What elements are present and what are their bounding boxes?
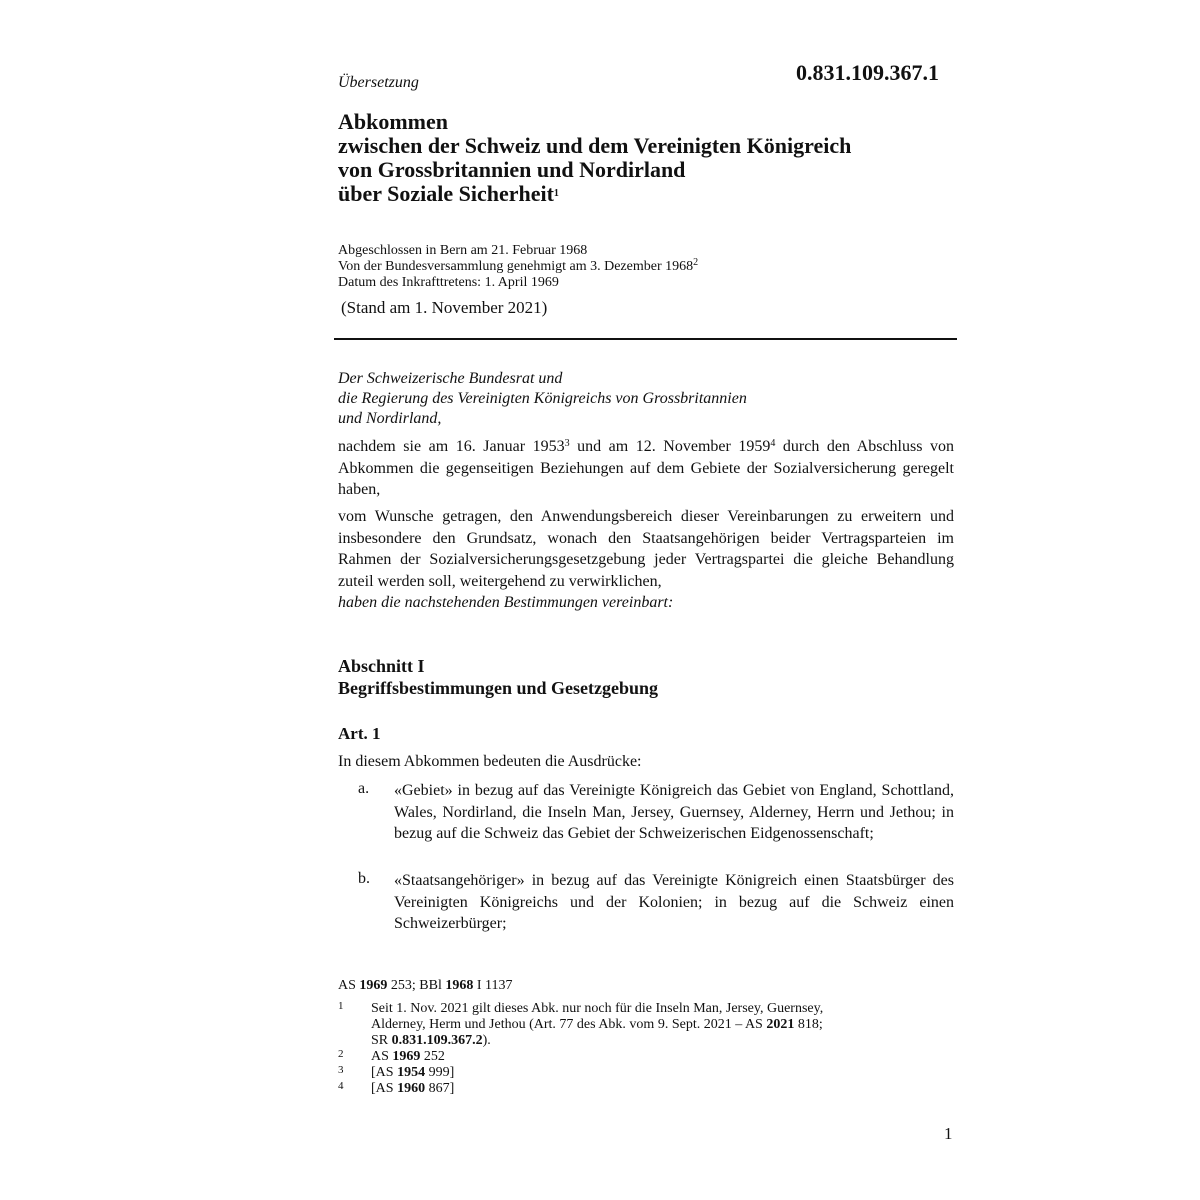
fn1-line-2 bbox=[371, 1017, 951, 1033]
p1-text-c: durch den Abschluss von Abkommen die gegenseitigen Beziehungen auf dem Gebiete der Sozialversicherung geregelt haben, bbox=[338, 438, 954, 498]
fn1-line-1: Seit 1. Nov. 2021 gilt dieses Abk. nur noch für die Inseln Man, Jersey, Guernsey, bbox=[371, 1001, 824, 1016]
article-intro: In diesem Abkommen bedeuten die Ausdrücke: bbox=[338, 753, 642, 770]
footnote-text bbox=[371, 1049, 951, 1065]
fn4-page: 867] bbox=[425, 1081, 455, 1096]
fn2-prefix: AS bbox=[371, 1049, 393, 1064]
page-number: 1 bbox=[944, 1124, 953, 1143]
bbl-ref: I 1137 bbox=[473, 978, 513, 993]
fn3-page: 999] bbox=[425, 1065, 455, 1080]
p1-text-b: und am 12. November 1959 bbox=[569, 438, 771, 455]
fn2-year: 1969 bbox=[392, 1049, 421, 1064]
list-item-marker: a. bbox=[358, 780, 370, 797]
fn3-year: 1954 bbox=[397, 1065, 426, 1080]
section-number: Abschnitt I bbox=[338, 656, 425, 676]
fn1-line-2-end: 818; bbox=[794, 1017, 823, 1032]
list-item: «Staatsangehöriger» in bezug auf das Vereinigte Königreich einen Staatsbürger des Vereinigten Königreichs und der Kolonien; in bezug auf die Schweiz einen Schweizerbürger; bbox=[394, 872, 954, 932]
title-line-3: von Grossbritannien und Nordirland bbox=[338, 157, 686, 182]
footnote-text bbox=[371, 1081, 951, 1097]
article-title: Art. 1 bbox=[338, 724, 381, 743]
fn1-line-3-text: SR bbox=[371, 1033, 392, 1048]
fn3-prefix: [AS bbox=[371, 1065, 398, 1080]
approved-date bbox=[338, 259, 698, 275]
list-item-marker: b. bbox=[358, 870, 370, 887]
preamble-line-1: Der Schweizerische Bundesrat und bbox=[338, 370, 563, 387]
approved-text: Von der Bundesversammlung genehmigt am 3. Dezember 1968 bbox=[338, 259, 694, 274]
status-date: (Stand am 1. November 2021) bbox=[341, 298, 548, 317]
title-line-2: zwischen der Schweiz und dem Vereinigten Königreich bbox=[338, 133, 852, 158]
footnote-number: 3 bbox=[338, 1064, 344, 1076]
list-item: «Gebiet» in bezug auf das Vereinigte Königreich das Gebiet von England, Schottland, Wales, Nordirland, die Inseln Man, Jersey, Guernsey, Alderney, Herrn und Jethou; in bezug auf die Schweiz das Gebiet der Schweizerischen Eidgenossenschaft; bbox=[394, 782, 954, 842]
bbl-year: 1968 bbox=[445, 978, 474, 993]
fn4-prefix: [AS bbox=[371, 1081, 398, 1096]
fn2-page: 252 bbox=[420, 1049, 445, 1064]
fn1-line-3-bold[interactable]: 0.831.109.367.2 bbox=[391, 1033, 483, 1048]
fn1-line-3-end: ). bbox=[482, 1033, 491, 1048]
p1-text-a: nachdem sie am 16. Januar 1953 bbox=[338, 438, 565, 455]
preamble-line-3: und Nordirland, bbox=[338, 410, 442, 427]
concluded-date: Abgeschlossen in Bern am 21. Februar 1968 bbox=[338, 243, 588, 258]
in-force-date: Datum des Inkrafttretens: 1. April 1969 bbox=[338, 275, 559, 290]
title-line-4-text: über Soziale Sicherheit bbox=[338, 181, 554, 206]
title-line-4 bbox=[338, 182, 958, 206]
footnote-ref-1[interactable]: 1 bbox=[553, 188, 559, 199]
fn4-year: 1960 bbox=[397, 1081, 426, 1096]
footnote-text bbox=[371, 1001, 951, 1049]
preamble-paragraph-2: vom Wunsche getragen, den Anwendungsbereich dieser Vereinbarungen zu erweitern und insbesondere den Grundsatz, wonach den Staatsangehörigen beider Vertragsparteien im Rahmen der Sozialversicherungsgesetzgebung jeder Vertragspartei die gleiche Behandlung zuteil werden soll, weitergehend zu verwirklichen, bbox=[338, 508, 954, 590]
sr-number: 0.831.109.367.1 bbox=[796, 60, 939, 85]
footnote-number: 4 bbox=[338, 1080, 344, 1092]
footnote-ref-3[interactable]: 3 bbox=[564, 438, 570, 449]
title-line-1: Abkommen bbox=[338, 109, 449, 134]
footnote-number: 1 bbox=[338, 1000, 344, 1012]
source-reference bbox=[338, 978, 513, 994]
footnote-ref-4[interactable]: 4 bbox=[770, 438, 776, 449]
document-meta bbox=[338, 243, 698, 291]
section-heading bbox=[338, 655, 658, 699]
preamble-parties bbox=[338, 369, 747, 429]
fn1-line-3 bbox=[371, 1033, 951, 1049]
as-prefix: AS bbox=[338, 978, 360, 993]
footnote-ref-2[interactable]: 2 bbox=[693, 257, 699, 268]
preamble-paragraph-1 bbox=[338, 436, 954, 501]
translation-label: Übersetzung bbox=[338, 74, 419, 91]
preamble-conclusion: haben die nachstehenden Bestimmungen vereinbart: bbox=[338, 594, 674, 611]
fn1-line-2-text: Alderney, Herm und Jethou (Art. 77 des Abk. vom 9. Sept. 2021 – AS bbox=[371, 1017, 767, 1032]
as-year: 1969 bbox=[359, 978, 388, 993]
document-title bbox=[338, 110, 958, 206]
as-page: 253; BBl bbox=[387, 978, 446, 993]
fn1-line-2-bold: 2021 bbox=[766, 1017, 795, 1032]
footnote-number: 2 bbox=[338, 1048, 344, 1060]
title-divider bbox=[334, 338, 957, 340]
footnote-text bbox=[371, 1065, 951, 1081]
preamble-line-2: die Regierung des Vereinigten Königreichs von Grossbritannien bbox=[338, 390, 747, 407]
section-title: Begriffsbestimmungen und Gesetzgebung bbox=[338, 678, 659, 698]
